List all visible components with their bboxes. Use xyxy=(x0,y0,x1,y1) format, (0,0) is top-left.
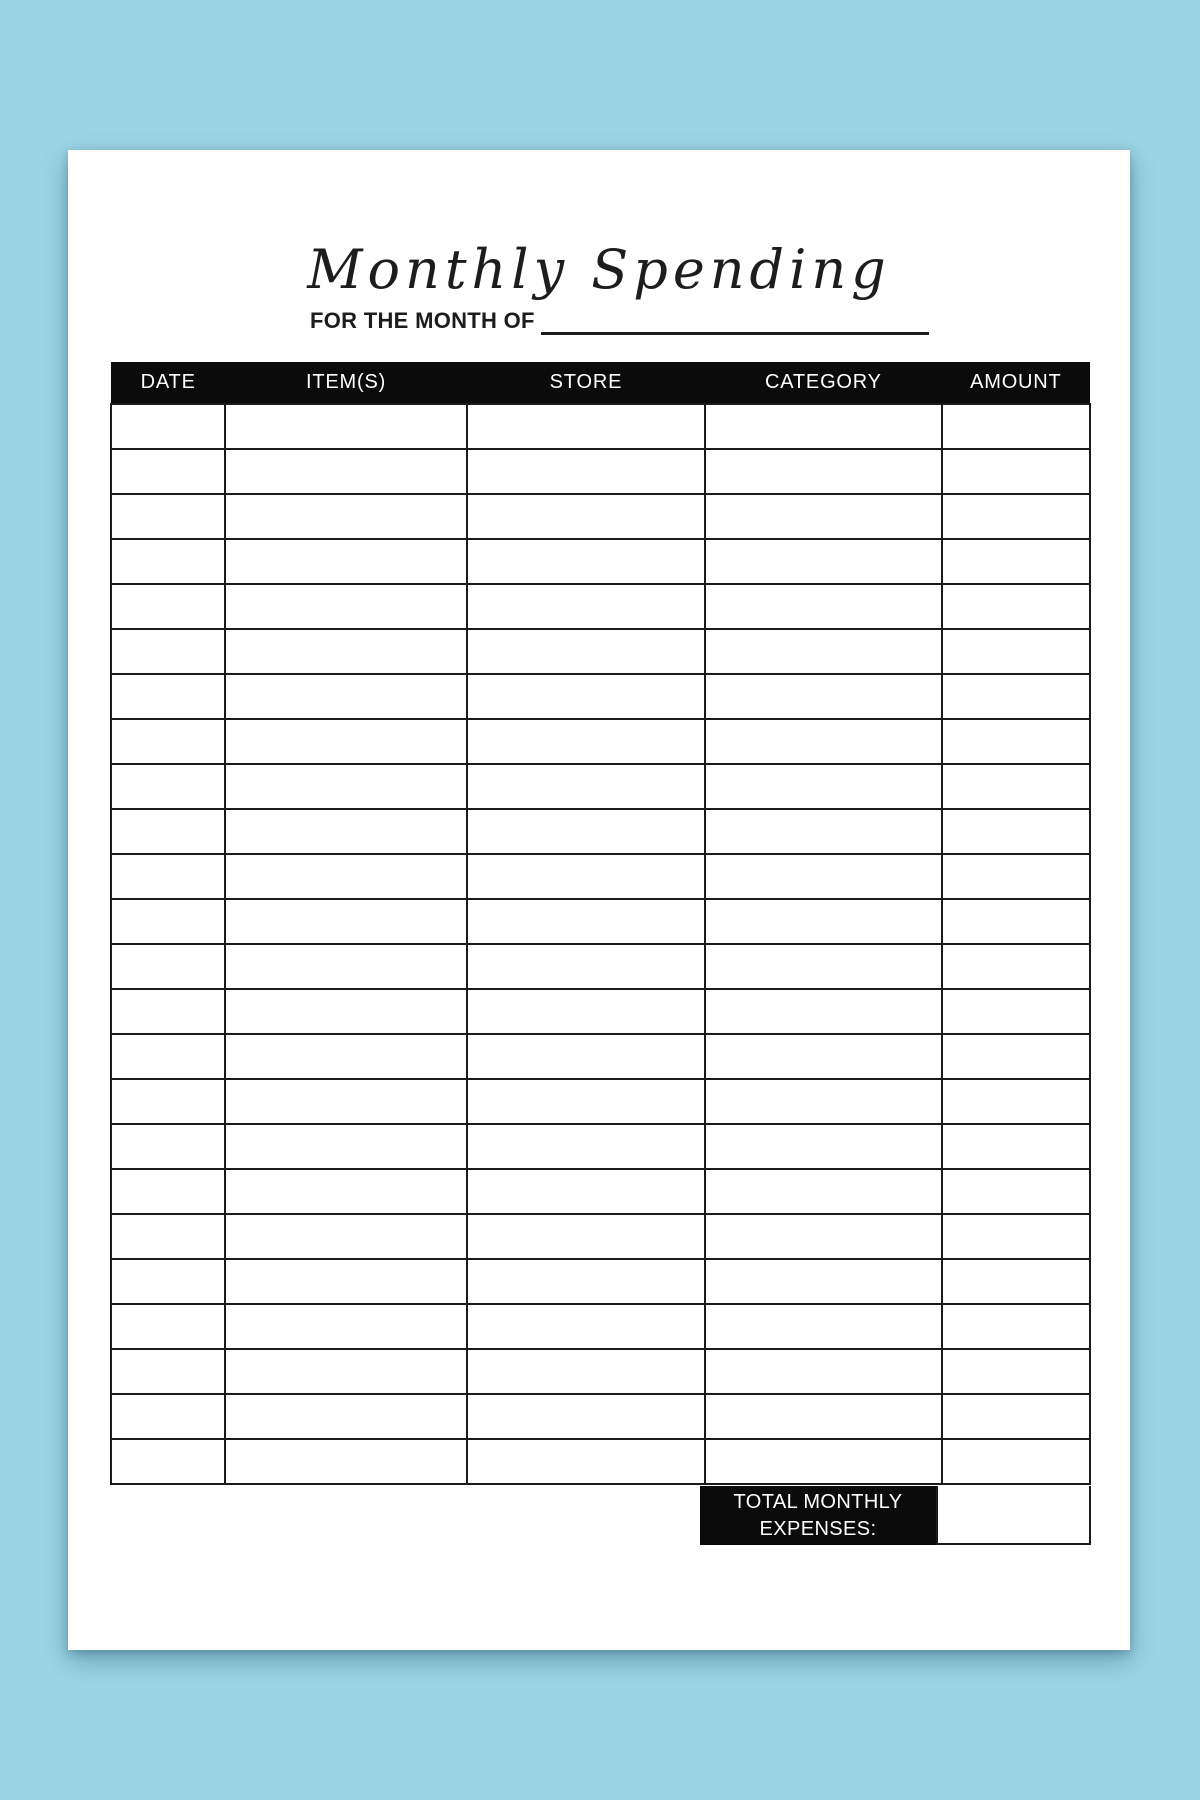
cell-items[interactable] xyxy=(225,404,466,449)
cell-items[interactable] xyxy=(225,854,466,899)
cell-store[interactable] xyxy=(467,1349,705,1394)
table-row xyxy=(111,1124,1090,1169)
month-row xyxy=(310,306,929,335)
column-header-store: STORE xyxy=(467,362,705,404)
cell-store[interactable] xyxy=(467,1124,705,1169)
cell-store[interactable] xyxy=(467,629,705,674)
column-header-amount: AMOUNT xyxy=(942,362,1090,404)
table-row xyxy=(111,629,1090,674)
cell-amount[interactable] xyxy=(942,494,1090,539)
cell-amount[interactable] xyxy=(942,1079,1090,1124)
cell-category[interactable] xyxy=(705,449,941,494)
cell-amount[interactable] xyxy=(942,989,1090,1034)
table-row xyxy=(111,1304,1090,1349)
cell-category[interactable] xyxy=(705,1259,941,1304)
cell-date[interactable] xyxy=(111,1394,225,1439)
table-row xyxy=(111,719,1090,764)
cell-amount[interactable] xyxy=(942,1259,1090,1304)
table-header-row xyxy=(111,362,1090,404)
cell-items[interactable] xyxy=(225,1259,466,1304)
table-row xyxy=(111,1259,1090,1304)
page-title: Monthly Spending xyxy=(307,238,891,301)
cell-store[interactable] xyxy=(467,764,705,809)
cell-category[interactable] xyxy=(705,764,941,809)
cell-category[interactable] xyxy=(705,629,941,674)
cell-store[interactable] xyxy=(467,1259,705,1304)
cell-store[interactable] xyxy=(467,1394,705,1439)
total-amount-cell[interactable] xyxy=(936,1486,1091,1545)
table-row xyxy=(111,1439,1090,1484)
cell-amount[interactable] xyxy=(942,1394,1090,1439)
cell-items[interactable] xyxy=(225,1394,466,1439)
cell-amount[interactable] xyxy=(942,404,1090,449)
cell-items[interactable] xyxy=(225,719,466,764)
cell-items[interactable] xyxy=(225,674,466,719)
cell-date[interactable] xyxy=(111,1259,225,1304)
cell-category[interactable] xyxy=(705,1349,941,1394)
table-row xyxy=(111,584,1090,629)
column-header-date: DATE xyxy=(111,362,225,404)
cell-category[interactable] xyxy=(705,989,941,1034)
table-row xyxy=(111,674,1090,719)
paper-sheet xyxy=(68,150,1130,1650)
cell-amount[interactable] xyxy=(942,719,1090,764)
cell-date[interactable] xyxy=(111,1439,225,1484)
cell-items[interactable] xyxy=(225,1304,466,1349)
total-label-box xyxy=(700,1486,936,1545)
cell-category[interactable] xyxy=(705,944,941,989)
cell-category[interactable] xyxy=(705,494,941,539)
cell-category[interactable] xyxy=(705,1394,941,1439)
cell-date[interactable] xyxy=(111,494,225,539)
cell-category[interactable] xyxy=(705,674,941,719)
cell-date[interactable] xyxy=(111,404,225,449)
cell-date[interactable] xyxy=(111,899,225,944)
cell-amount[interactable] xyxy=(942,944,1090,989)
table-row xyxy=(111,449,1090,494)
cell-items[interactable] xyxy=(225,764,466,809)
cell-category[interactable] xyxy=(705,584,941,629)
month-input-line[interactable] xyxy=(541,306,929,335)
month-label: FOR THE MONTH OF xyxy=(310,308,535,333)
table-row xyxy=(111,854,1090,899)
cell-amount[interactable] xyxy=(942,539,1090,584)
cell-date[interactable] xyxy=(111,944,225,989)
table-row xyxy=(111,1394,1090,1439)
table-row xyxy=(111,1169,1090,1214)
cell-items[interactable] xyxy=(225,1124,466,1169)
cell-date[interactable] xyxy=(111,1124,225,1169)
table-row xyxy=(111,1214,1090,1259)
cell-items[interactable] xyxy=(225,944,466,989)
cell-amount[interactable] xyxy=(942,1169,1090,1214)
cell-store[interactable] xyxy=(467,1034,705,1079)
cell-amount[interactable] xyxy=(942,674,1090,719)
cell-category[interactable] xyxy=(705,404,941,449)
cell-items[interactable] xyxy=(225,1034,466,1079)
cell-store[interactable] xyxy=(467,1304,705,1349)
cell-amount[interactable] xyxy=(942,1214,1090,1259)
cell-date[interactable] xyxy=(111,989,225,1034)
cell-amount[interactable] xyxy=(942,764,1090,809)
cell-date[interactable] xyxy=(111,1304,225,1349)
cell-date[interactable] xyxy=(111,584,225,629)
cell-store[interactable] xyxy=(467,674,705,719)
cell-date[interactable] xyxy=(111,1214,225,1259)
cell-date[interactable] xyxy=(111,1079,225,1124)
table-row xyxy=(111,809,1090,854)
cell-category[interactable] xyxy=(705,539,941,584)
table-row xyxy=(111,899,1090,944)
cell-items[interactable] xyxy=(225,629,466,674)
cell-store[interactable] xyxy=(467,404,705,449)
cell-store[interactable] xyxy=(467,449,705,494)
cell-amount[interactable] xyxy=(942,1439,1090,1484)
cell-amount[interactable] xyxy=(942,854,1090,899)
cell-date[interactable] xyxy=(111,449,225,494)
cell-store[interactable] xyxy=(467,539,705,584)
cell-category[interactable] xyxy=(705,899,941,944)
cell-store[interactable] xyxy=(467,854,705,899)
cell-date[interactable] xyxy=(111,1349,225,1394)
table-row xyxy=(111,1034,1090,1079)
cell-items[interactable] xyxy=(225,539,466,584)
cell-category[interactable] xyxy=(705,1304,941,1349)
cell-store[interactable] xyxy=(467,494,705,539)
cell-amount[interactable] xyxy=(942,899,1090,944)
cell-amount[interactable] xyxy=(942,809,1090,854)
cell-amount[interactable] xyxy=(942,449,1090,494)
cell-store[interactable] xyxy=(467,899,705,944)
cell-date[interactable] xyxy=(111,1169,225,1214)
table-row xyxy=(111,944,1090,989)
cell-date[interactable] xyxy=(111,764,225,809)
cell-category[interactable] xyxy=(705,809,941,854)
cell-category[interactable] xyxy=(705,719,941,764)
cell-items[interactable] xyxy=(225,584,466,629)
cell-date[interactable] xyxy=(111,674,225,719)
cell-date[interactable] xyxy=(111,809,225,854)
cell-amount[interactable] xyxy=(942,1034,1090,1079)
cell-amount[interactable] xyxy=(942,1124,1090,1169)
cell-items[interactable] xyxy=(225,809,466,854)
cell-store[interactable] xyxy=(467,989,705,1034)
column-header-category: CATEGORY xyxy=(705,362,941,404)
cell-items[interactable] xyxy=(225,1079,466,1124)
column-header-items: ITEM(S) xyxy=(225,362,466,404)
cell-category[interactable] xyxy=(705,1439,941,1484)
cell-items[interactable] xyxy=(225,1349,466,1394)
cell-amount[interactable] xyxy=(942,629,1090,674)
cell-amount[interactable] xyxy=(942,1304,1090,1349)
cell-date[interactable] xyxy=(111,854,225,899)
table-row xyxy=(111,1079,1090,1124)
cell-store[interactable] xyxy=(467,1214,705,1259)
cell-store[interactable] xyxy=(467,719,705,764)
cell-category[interactable] xyxy=(705,1124,941,1169)
cell-amount[interactable] xyxy=(942,584,1090,629)
cell-date[interactable] xyxy=(111,1034,225,1079)
cell-items[interactable] xyxy=(225,449,466,494)
cell-store[interactable] xyxy=(467,944,705,989)
cell-store[interactable] xyxy=(467,1439,705,1484)
table-row xyxy=(111,539,1090,584)
cell-category[interactable] xyxy=(705,1169,941,1214)
cell-store[interactable] xyxy=(467,1079,705,1124)
table-body xyxy=(111,404,1090,1484)
table-row xyxy=(111,989,1090,1034)
cell-items[interactable] xyxy=(225,1214,466,1259)
cell-date[interactable] xyxy=(111,539,225,584)
cell-date[interactable] xyxy=(111,719,225,764)
table-row xyxy=(111,404,1090,449)
table-row xyxy=(111,764,1090,809)
cell-category[interactable] xyxy=(705,1079,941,1124)
cell-items[interactable] xyxy=(225,494,466,539)
cell-category[interactable] xyxy=(705,854,941,899)
cell-date[interactable] xyxy=(111,629,225,674)
cell-store[interactable] xyxy=(467,584,705,629)
total-label: TOTAL MONTHLY EXPENSES: xyxy=(733,1490,903,1540)
spending-table xyxy=(110,362,1091,1485)
cell-items[interactable] xyxy=(225,899,466,944)
cell-category[interactable] xyxy=(705,1214,941,1259)
cell-store[interactable] xyxy=(467,809,705,854)
cell-amount[interactable] xyxy=(942,1349,1090,1394)
cell-items[interactable] xyxy=(225,1439,466,1484)
table-row xyxy=(111,1349,1090,1394)
table-row xyxy=(111,494,1090,539)
cell-items[interactable] xyxy=(225,989,466,1034)
cell-store[interactable] xyxy=(467,1169,705,1214)
cell-category[interactable] xyxy=(705,1034,941,1079)
cell-items[interactable] xyxy=(225,1169,466,1214)
